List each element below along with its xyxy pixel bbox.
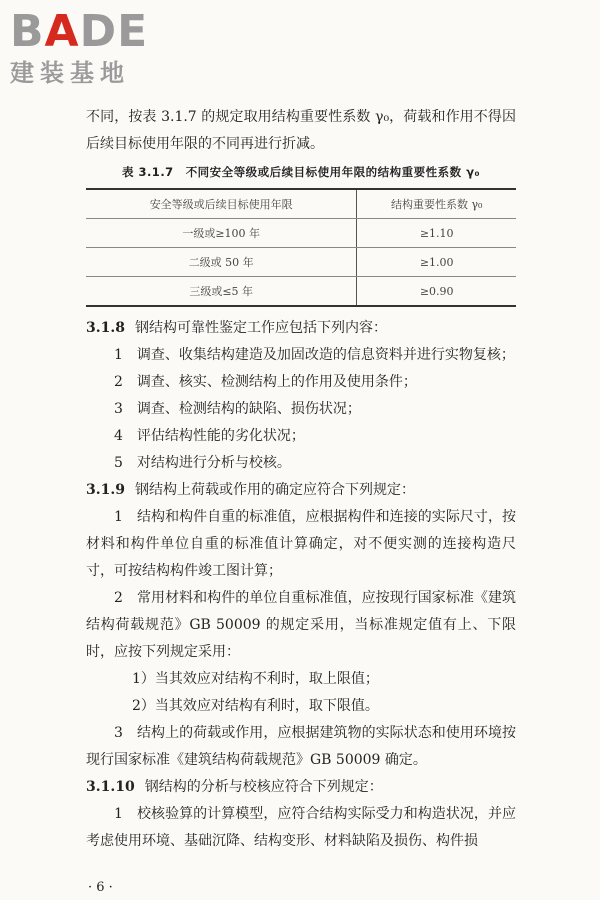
clause-3-1-9 [86, 477, 516, 504]
table-cell: ≥1.00 [357, 248, 516, 277]
logo-letter: B [10, 6, 45, 57]
list-item: 2 调查、核实、检测结构上的作用及使用条件； [114, 374, 417, 390]
logo-wordmark [10, 6, 185, 58]
clause-number: 3.1.9 [86, 482, 125, 498]
table-caption [86, 164, 516, 180]
table-cell: ≥1.10 [357, 219, 516, 248]
list-item: 3 调查、检测结构的缺陷、损伤状况； [114, 401, 361, 417]
list-item: 2 常用材料和构件的单位自重标准值，应按现行国家标准《建筑结构荷载规范》GB 50009 的规定采用，当标准规定值有上、下限时，应按下列规定采用： [86, 590, 516, 660]
list-item: 5 对结构进行分析与校核。 [114, 455, 291, 471]
table-cell: 一级或≥100 年 [86, 219, 357, 248]
table-header-cell: 安全等级或后续目标使用年限 [86, 189, 357, 219]
clause-text: 钢结构上荷载或作用的确定应符合下列规定： [134, 482, 415, 498]
logo-subtitle: 建装基地 [10, 59, 130, 87]
importance-factor-table [86, 188, 516, 307]
sub-list-item: 2）当其效应对结构有利时，取下限值。 [132, 698, 379, 714]
clause-3-1-8 [86, 315, 516, 342]
list-item: 1 结构和构件自重的标准值，应根据构件和连接的实际尺寸，按材料和构件单位自重的标准值计算确定，对不便实测的连接构造尺寸，可按结构构件竣工图计算； [86, 509, 516, 579]
table-number: 表 3.1.7 [121, 165, 174, 179]
document-body [86, 104, 516, 855]
table-cell: 二级或 50 年 [86, 248, 357, 277]
table-cell: ≥0.90 [357, 277, 516, 307]
table-header-row [86, 189, 516, 219]
intro-paragraph: 不同，按表 3.1.7 的规定取用结构重要性系数 γ₀，荷载和作用不得因后续目标使用年限的不同再进行折减。 [86, 109, 516, 152]
clause-number: 3.1.8 [86, 320, 125, 336]
clause-text: 钢结构的分析与校核应符合下列规定： [144, 779, 383, 795]
logo-letter-accent: A [44, 6, 80, 57]
table-header-cell: 结构重要性系数 γ₀ [357, 189, 516, 219]
page-number: · 6 · [88, 880, 113, 895]
logo-letter: D [79, 6, 118, 57]
logo-letter: E [117, 6, 149, 57]
clause-text: 钢结构可靠性鉴定工作应包括下列内容： [134, 320, 387, 336]
clause-number: 3.1.10 [86, 779, 135, 795]
sub-list-item: 1）当其效应对结构不利时，取上限值； [132, 671, 379, 687]
table-row [86, 248, 516, 277]
list-item: 1 调查、收集结构建造及加固改造的信息资料并进行实物复核； [114, 347, 515, 363]
bade-logo [10, 6, 185, 88]
table-cell: 三级或≤5 年 [86, 277, 357, 307]
clause-3-1-10 [86, 774, 516, 801]
table-row [86, 277, 516, 307]
list-item: 1 校核验算的计算模型，应符合结构实际受力和构造状况，并应考虑使用环境、基础沉降、结构变形、材料缺陷及损伤、构件损 [86, 806, 516, 849]
table-row [86, 219, 516, 248]
list-item: 3 结构上的荷载或作用，应根据建筑物的实际状态和使用环境按现行国家标准《建筑结构荷载规范》GB 50009 确定。 [86, 725, 516, 768]
table-title: 不同安全等级或后续目标使用年限的结构重要性系数 γ₀ [185, 165, 481, 179]
list-item: 4 评估结构性能的劣化状况； [114, 428, 305, 444]
